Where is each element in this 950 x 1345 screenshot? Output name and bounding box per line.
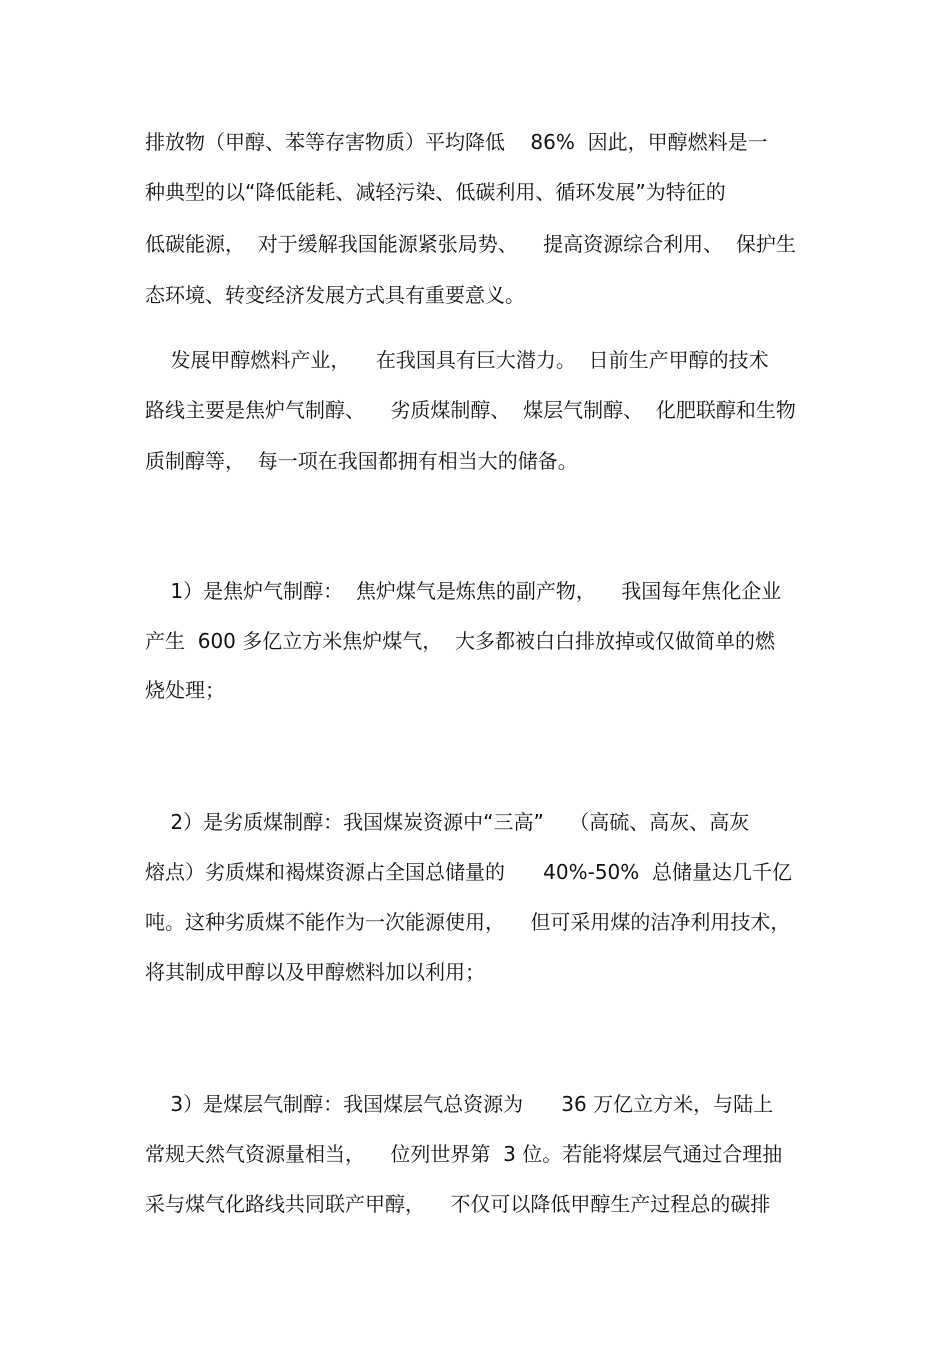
text-line: 路线主要是焦炉气制醇、 劣质煤制醇、 煤层气制醇、 化肥联醇和生物 [145,398,796,422]
text-line: 1）是焦炉气制醇： 焦炉煤气是炼焦的副产物， 我国每年焦化企业 [145,579,782,603]
text-line: 3）是煤层气制醇：我国煤层气总资源为 36 万亿立方米，与陆上 [145,1092,774,1116]
text-line: 低碳能源， 对于缓解我国能源紧张局势、 提高资源综合利用、 保护生 [145,232,796,256]
text-line: 常规天然气资源量相当， 位列世界第 3 位。若能将煤层气通过合理抽 [145,1142,783,1166]
text-line: 质制醇等， 每一项在我国都拥有相当大的储备。 [145,449,578,473]
text-line: 态环境、转变经济发展方式具有重要意义。 [145,283,525,307]
text-line: 烧处理； [145,678,225,702]
text-line: 2）是劣质煤制醇：我国煤炭资源中“三高” （高硫、高灰、高灰 [145,810,750,834]
text-line: 将其制成甲醇以及甲醇燃料加以利用； [145,960,485,984]
text-line: 发展甲醇燃料产业， 在我国具有巨大潜力。 日前生产甲醇的技术 [145,348,769,372]
text-line: 种典型的以“降低能耗、减轻污染、低碳利用、循环发展”为特征的 [145,180,726,204]
text-line: 产生 600 多亿立方米焦炉煤气， 大多都被白白排放掉或仅做简单的燃 [145,629,775,653]
text-line: 排放物（甲醇、苯等存害物质）平均降低 86% 因此，甲醇燃料是一 [145,130,768,154]
text-line: 吨。这种劣质煤不能作为一次能源使用， 但可采用煤的洁净利用技术， [145,910,791,934]
text-line: 熔点）劣质煤和褐煤资源占全国总储量的 40%-50% 总储量达几千亿 [145,860,792,884]
text-line: 采与煤气化路线共同联产甲醇， 不仅可以降低甲醇生产过程总的碳排 [145,1192,771,1216]
